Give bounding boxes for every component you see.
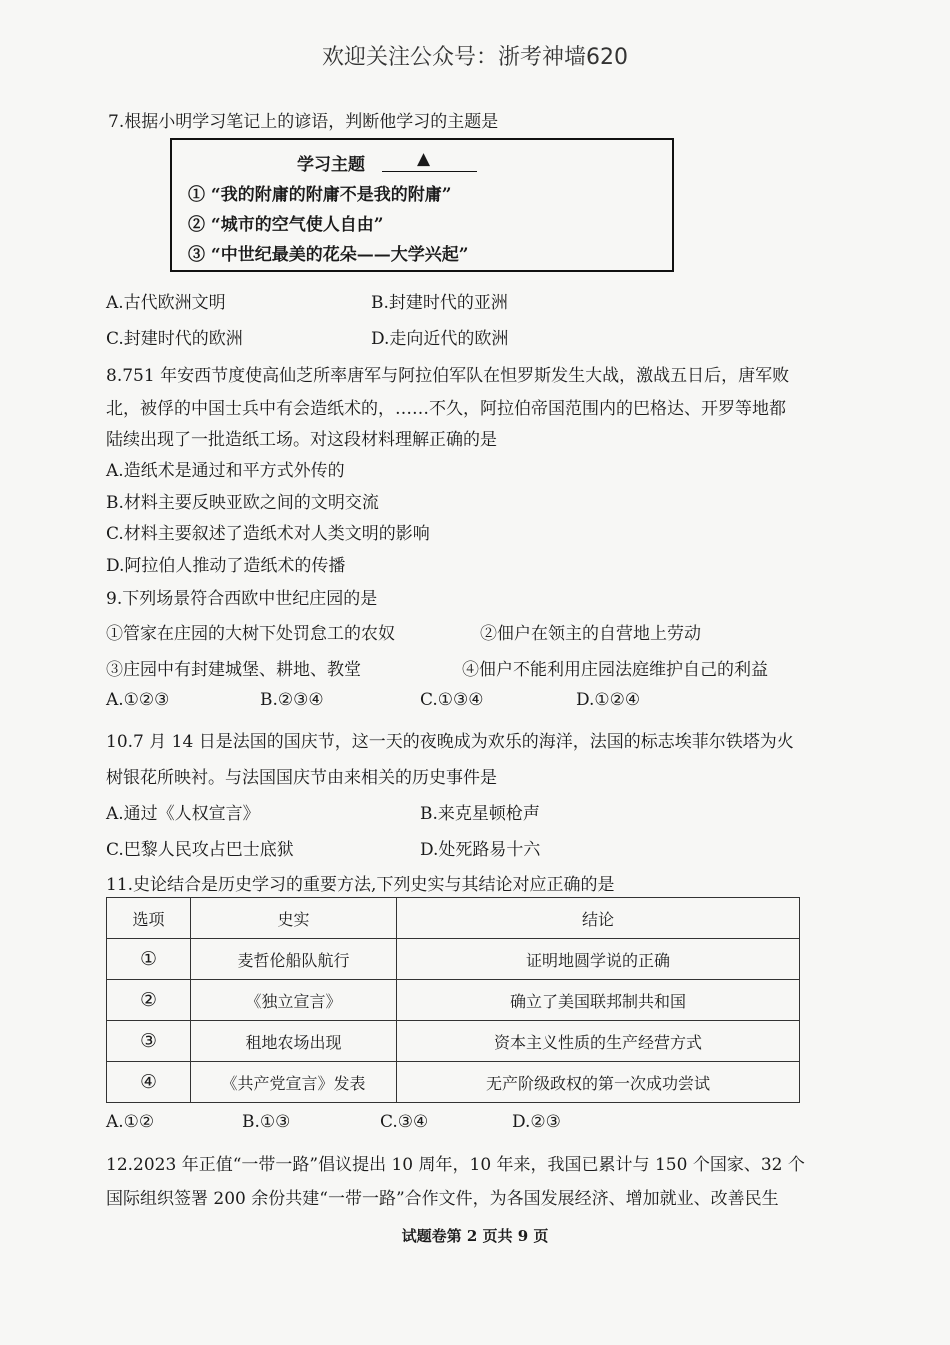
q7-stem: 7.根据小明学习笔记上的谚语，判断他学习的主题是 [108,112,499,132]
q7-option-d: D.走向近代的欧洲 [371,329,509,349]
table-cell: 确立了美国联邦制共和国 [397,980,800,1021]
q9-option-a: A.①②③ [106,690,170,710]
table-cell: 租地农场出现 [191,1021,397,1062]
q11-stem: 11.史论结合是历史学习的重要方法,下列史实与其结论对应正确的是 [106,875,615,895]
q9-stem: 9.下列场景符合西欧中世纪庄园的是 [106,589,378,609]
q7-box-title: 学习主题 [297,155,365,175]
table-cell: ② [107,980,191,1021]
q8-option-b: B.材料主要反映亚欧之间的文明交流 [106,493,379,513]
q11-option-b: B.①③ [242,1112,291,1132]
q7-option-c: C.封建时代的欧洲 [106,329,243,349]
q8-option-c: C.材料主要叙述了造纸术对人类文明的影响 [106,524,430,544]
q8-option-d: D.阿拉伯人推动了造纸术的传播 [106,556,346,576]
table-cell: ④ [107,1062,191,1103]
table-header-cell: 结论 [397,898,800,939]
q10-option-c: C.巴黎人民攻占巴士底狱 [106,840,294,860]
table-row [107,1021,800,1062]
page-footer: 试题卷第 2 页共 9 页 [401,1227,549,1245]
table-cell: 《共产党宣言》发表 [191,1062,397,1103]
q7-option-b: B.封建时代的亚洲 [371,293,508,313]
table-cell: 证明地圆学说的正确 [397,939,800,980]
q7-box-item: ① “我的附庸的附庸不是我的附庸” [188,185,452,205]
table-cell: 麦哲伦船队航行 [191,939,397,980]
q9-statement: ④佃户不能利用庄园法庭维护自己的利益 [462,660,768,680]
q8-line: 北，被俘的中国士兵中有会造纸术的，……不久，阿拉伯帝国范围内的巴格达、开罗等地都 [106,399,786,419]
q7-box-item: ② “城市的空气使人自由” [188,215,384,235]
q9-statement: ①管家在庄园的大树下处罚怠工的农奴 [106,624,395,644]
q12-line: 12.2023 年正值“一带一路”倡议提出 10 周年，10 年来，我国已累计与 150 个国家、32 个 [106,1155,805,1175]
table-row [107,1062,800,1103]
table-header-row [107,898,800,939]
q10-line: 树银花所映衬。与法国国庆节由来相关的历史事件是 [106,768,497,788]
q9-option-d: D.①②④ [576,690,641,710]
q9-statement: ②佃户在领主的自营地上劳动 [480,624,701,644]
q8-option-a: A.造纸术是通过和平方式外传的 [106,461,345,481]
q11-option-a: A.①② [106,1112,155,1132]
watermark-banner: 欢迎关注公众号：浙考神墙620 [322,45,628,70]
table-row [107,939,800,980]
q7-box-blank [382,171,477,172]
q9-statement: ③庄园中有封建城堡、耕地、教堂 [106,660,361,680]
q7-notes-box [170,138,674,272]
q12-line: 国际组织签署 200 余份共建“一带一路”合作文件，为各国发展经济、增加就业、改善民生 [106,1189,779,1209]
q11-option-d: D.②③ [512,1112,561,1132]
table-header-cell: 史实 [191,898,397,939]
q10-option-b: B.来克星顿枪声 [420,804,540,824]
table-header-cell: 选项 [107,898,191,939]
table-row [107,980,800,1021]
q10-option-d: D.处死路易十六 [420,840,541,860]
q10-option-a: A.通过《人权宣言》 [106,804,260,824]
q9-option-c: C.①③④ [420,690,484,710]
q11-facts-table [106,897,800,1103]
q7-box-blank-mark: ▲ [417,149,431,169]
q7-option-a: A.古代欧洲文明 [106,293,226,313]
q9-option-b: B.②③④ [260,690,324,710]
table-cell: 无产阶级政权的第一次成功尝试 [397,1062,800,1103]
table-cell: ① [107,939,191,980]
q8-line: 8.751 年安西节度使高仙芝所率唐军与阿拉伯军队在怛罗斯发生大战，激战五日后，唐军败 [106,366,790,386]
table-cell: ③ [107,1021,191,1062]
q7-box-item: ③ “中世纪最美的花朵——大学兴起” [188,245,469,265]
q10-line: 10.7 月 14 日是法国的国庆节，这一天的夜晚成为欢乐的海洋，法国的标志埃菲尔铁塔为火 [106,732,794,752]
table-cell: 资本主义性质的生产经营方式 [397,1021,800,1062]
table-cell: 《独立宣言》 [191,980,397,1021]
q11-option-c: C.③④ [380,1112,429,1132]
q8-line: 陆续出现了一批造纸工场。对这段材料理解正确的是 [106,430,497,450]
